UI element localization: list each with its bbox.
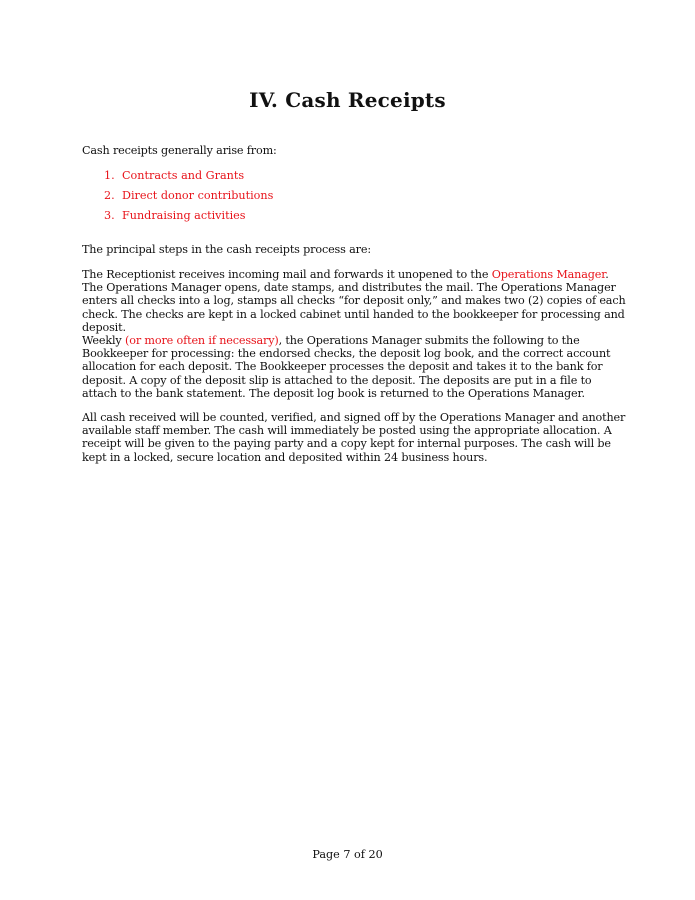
list-number: 2. [104,189,115,202]
list-label: Contracts and Grants [122,169,245,182]
list-item [104,169,273,189]
intro-text: Cash receipts generally arise from: [82,144,277,157]
p1-highlight: Operations Manager [491,268,606,281]
p2-text-after: , the Operations Manager submits the following to the Bookkeeper for processing: the endorsed checks, the deposit log book, and the correct account allocation for each deposit. The Bookkeeper processes the deposit and takes it to the bank for deposit. A copy of the deposit slip is attached to the deposit. The deposits are put in a file to attach to the bank statement. The deposit log book is returned to the Operations Manager. [82,334,611,400]
paragraph-receptionist [82,268,627,334]
list-label: Fundraising activities [122,209,246,222]
list-number: 3. [104,209,115,222]
sources-list [104,169,273,229]
page-number: Page 7 of 20 [312,848,383,861]
paragraph-cash-handling: All cash received will be counted, verified, and signed off by the Operations Manager and another available staff member. The cash will immediately be posted using the appropriate allocation. A receipt will be given to the paying party and a copy kept for internal purposes. The cash will be kept in a locked, secure location and deposited within 24 business hours. [82,411,626,464]
section-title: IV. Cash Receipts [249,88,446,112]
list-label: Direct donor contributions [122,189,274,202]
p2-highlight: (or more often if necessary) [125,334,279,347]
list-number: 1. [104,169,115,182]
p1-text-before: The Receptionist receives incoming mail and forwards it unopened to the [82,268,492,281]
p2-text-before: Weekly [82,334,126,347]
p1-text-after: . The Operations Manager opens, date stamps, and distributes the mail. The Operations Manager enters all checks into a log, stamps all checks “for deposit only,” and makes two (2) copies of each check. The checks are kept in a locked cabinet until handed to the bookkeeper for processing and deposit. [82,268,626,334]
steps-intro: The principal steps in the cash receipts process are: [82,243,371,256]
paragraph-weekly [82,334,627,400]
list-item [104,189,273,209]
list-item [104,209,273,229]
